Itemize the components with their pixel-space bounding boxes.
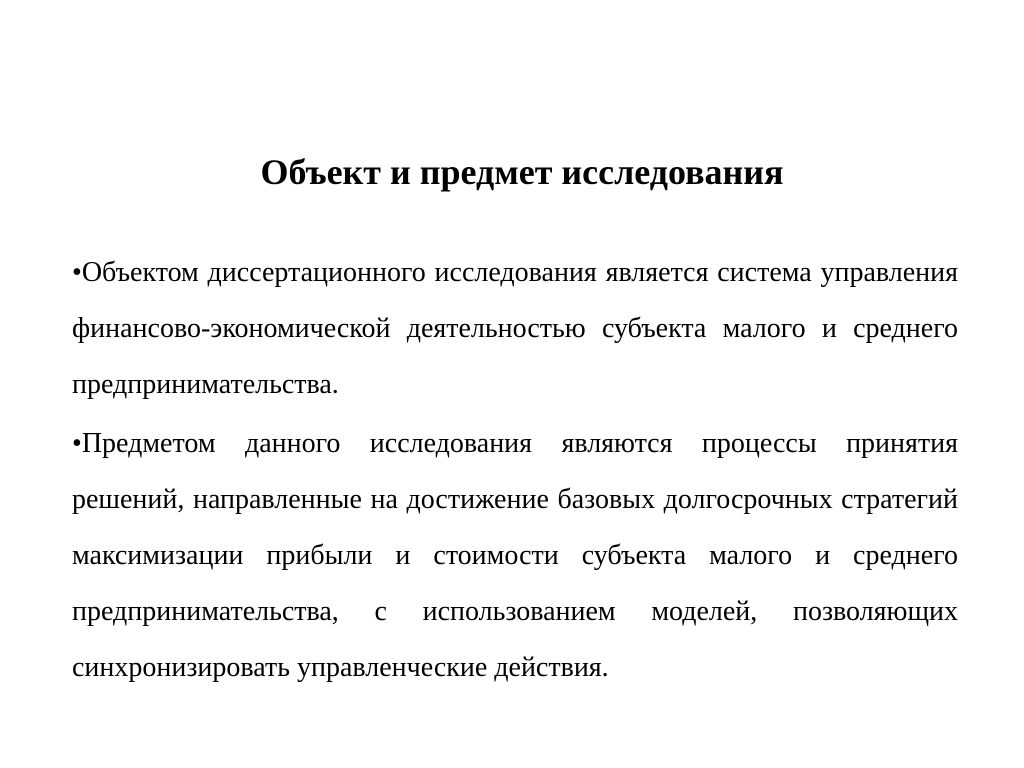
bullet-text: Предметом данного исследования являются процессы принятия решений, направленные на достижение базовых долгосрочных стратегий максимизации прибыли и стоимости субъекта малого и среднего предпринимательства, с использованием моделей, позволяющих синхронизировать управленческие действия. — [72, 428, 958, 683]
bullet-marker: • — [72, 257, 82, 288]
bullet-marker: • — [72, 428, 82, 459]
bullet-item-object — [72, 245, 958, 413]
slide-title: Объект и предмет исследования — [260, 152, 784, 192]
bullet-item-subject — [72, 416, 958, 696]
bullet-list — [72, 245, 958, 699]
bullet-text: Объектом диссертационного исследования является система управления финансово-экономической деятельностью субъекта малого и среднего предпринимательства. — [72, 257, 958, 400]
